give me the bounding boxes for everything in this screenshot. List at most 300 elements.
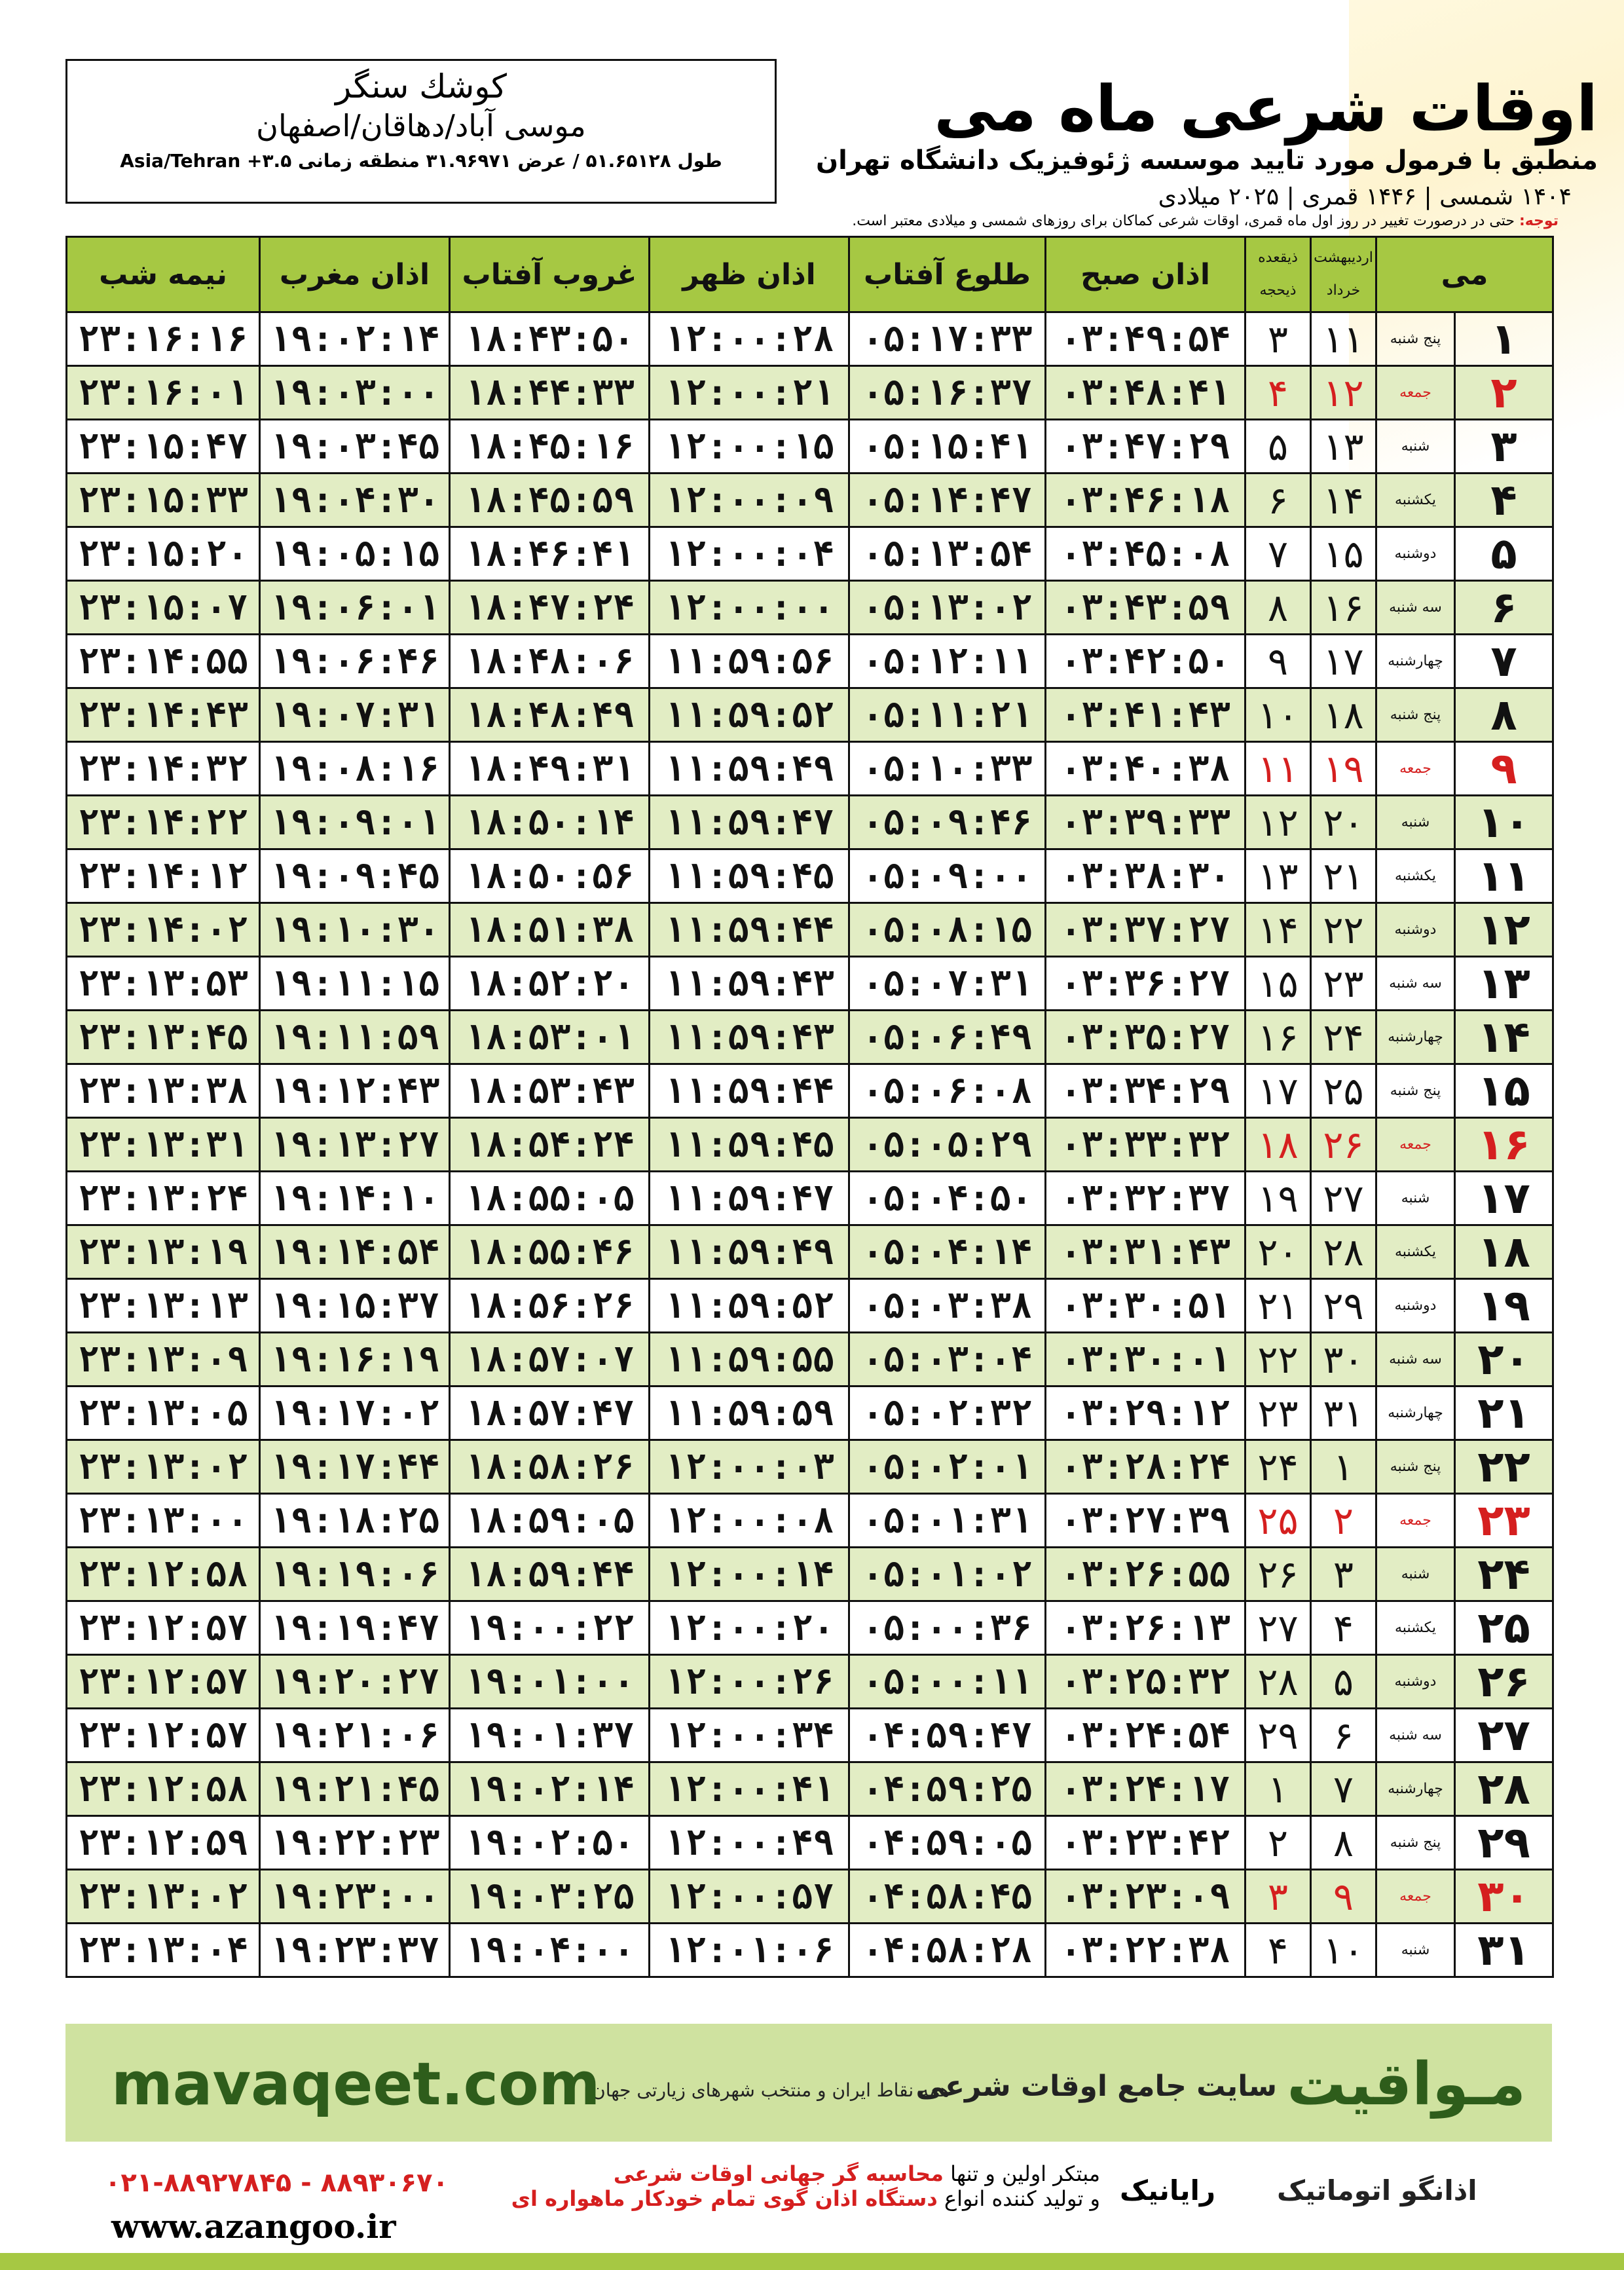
cell-sunset: ۱۹:۰۴:۰۰ [450, 1924, 650, 1977]
cell-dhuhr: ۱۱:۵۹:۴۴ [650, 1064, 849, 1118]
cell-sh: ۲۹ [1311, 1279, 1376, 1333]
cell-d: ۱۶ [1455, 1118, 1553, 1172]
cell-d: ۲۱ [1455, 1386, 1553, 1440]
table-row [67, 474, 1553, 527]
cell-midnight: ۲۳:۱۲:۵۸ [67, 1548, 260, 1601]
cell-midnight: ۲۳:۱۵:۴۷ [67, 420, 260, 474]
cell-wd: چهارشنبه [1376, 1386, 1455, 1440]
cell-maghrib: ۱۹:۰۳:۴۵ [260, 420, 450, 474]
cell-sh: ۱۹ [1311, 742, 1376, 796]
cell-sunrise: ۰۵:۱۳:۵۴ [849, 527, 1046, 581]
cell-maghrib: ۱۹:۲۳:۰۰ [260, 1870, 450, 1924]
cell-sunrise: ۰۵:۰۷:۳۱ [849, 957, 1046, 1011]
cell-dhuhr: ۱۲:۰۰:۰۳ [650, 1440, 849, 1494]
cell-fajr: ۰۳:۲۴:۱۷ [1046, 1762, 1246, 1816]
cell-maghrib: ۱۹:۱۴:۱۰ [260, 1172, 450, 1225]
cell-midnight: ۲۳:۱۴:۵۵ [67, 635, 260, 688]
bottom-bar [0, 2253, 1624, 2270]
cell-fajr: ۰۳:۳۳:۳۲ [1046, 1118, 1246, 1172]
cell-qm: ۴ [1246, 366, 1311, 420]
cell-fajr: ۰۳:۳۰:۰۱ [1046, 1333, 1246, 1386]
cell-sunrise: ۰۵:۰۳:۳۸ [849, 1279, 1046, 1333]
cell-sunset: ۱۹:۰۲:۱۴ [450, 1762, 650, 1816]
cell-d: ۱۹ [1455, 1279, 1553, 1333]
cell-qm: ۳ [1246, 1870, 1311, 1924]
cell-wd: سه شنبه [1376, 581, 1455, 635]
location-box [65, 59, 777, 204]
cell-sunset: ۱۸:۵۹:۰۵ [450, 1494, 650, 1548]
table-header [67, 237, 1553, 312]
cell-sh: ۸ [1311, 1816, 1376, 1870]
cell-sunrise: ۰۵:۰۲:۰۱ [849, 1440, 1046, 1494]
col-midnight: نیمه شب [67, 237, 260, 312]
cell-wd: سه شنبه [1376, 957, 1455, 1011]
table-row [67, 1386, 1553, 1440]
cell-maghrib: ۱۹:۰۶:۰۱ [260, 581, 450, 635]
cell-wd: پنج شنبه [1376, 1064, 1455, 1118]
cell-sh: ۹ [1311, 1870, 1376, 1924]
cell-wd: پنج شنبه [1376, 1440, 1455, 1494]
banner-subtext: همه نقاط ایران و منتخب شهرهای زیارتی جهان [592, 2079, 950, 2101]
cell-maghrib: ۱۹:۲۲:۲۳ [260, 1816, 450, 1870]
cell-maghrib: ۱۹:۱۸:۲۵ [260, 1494, 450, 1548]
cell-sh: ۱۷ [1311, 635, 1376, 688]
cell-wd: سه شنبه [1376, 1709, 1455, 1762]
cell-sunset: ۱۸:۴۴:۳۳ [450, 366, 650, 420]
cell-sh: ۱۰ [1311, 1924, 1376, 1977]
col-dhuhr: اذان ظهر [650, 237, 849, 312]
cell-sh: ۱۳ [1311, 420, 1376, 474]
cell-wd: چهارشنبه [1376, 1011, 1455, 1064]
cell-maghrib: ۱۹:۱۶:۱۹ [260, 1333, 450, 1386]
page-subtitle: منطبق با فرمول مورد تایید موسسه ژئوفیزیک دانشگاه تهران [815, 145, 1598, 176]
cell-fajr: ۰۳:۴۹:۵۴ [1046, 312, 1246, 366]
table-row [67, 1333, 1553, 1386]
cell-sunset: ۱۸:۵۵:۴۶ [450, 1225, 650, 1279]
cell-midnight: ۲۳:۱۳:۱۳ [67, 1279, 260, 1333]
cell-midnight: ۲۳:۱۵:۰۷ [67, 581, 260, 635]
cell-fajr: ۰۳:۲۸:۲۴ [1046, 1440, 1246, 1494]
cell-sunset: ۱۹:۰۱:۳۷ [450, 1709, 650, 1762]
table-row [67, 1172, 1553, 1225]
cell-midnight: ۲۳:۱۴:۴۳ [67, 688, 260, 742]
promo-text: مبتکر اولین و تنها محاسبه گر جهانی اوقات شرعی و تولید کننده انواع دستگاه اذان گوی تمام خودکار ماهواره ای [511, 2161, 1100, 2211]
cell-fajr: ۰۳:۴۱:۴۳ [1046, 688, 1246, 742]
note [26, 213, 1559, 229]
cell-dhuhr: ۱۱:۵۹:۴۹ [650, 742, 849, 796]
col-sunrise: طلوع آفتاب [849, 237, 1046, 312]
cell-qm: ۲۰ [1246, 1225, 1311, 1279]
cell-qm: ۷ [1246, 527, 1311, 581]
cell-sunrise: ۰۵:۰۰:۱۱ [849, 1655, 1046, 1709]
cell-sunrise: ۰۵:۰۳:۰۴ [849, 1333, 1046, 1386]
cell-sunset: ۱۸:۴۶:۴۱ [450, 527, 650, 581]
cell-qm: ۱ [1246, 1762, 1311, 1816]
col-sunset: غروب آفتاب [450, 237, 650, 312]
cell-qm: ۱۲ [1246, 796, 1311, 849]
cell-sh: ۲۴ [1311, 1011, 1376, 1064]
cell-maghrib: ۱۹:۰۲:۱۴ [260, 312, 450, 366]
cell-qm: ۹ [1246, 635, 1311, 688]
website-link[interactable]: mavaqeet.com [111, 2050, 600, 2119]
cell-fajr: ۰۳:۲۶:۱۳ [1046, 1601, 1246, 1655]
cell-sunset: ۱۸:۴۹:۳۱ [450, 742, 650, 796]
col-shamsi: اردیبهشت خرداد [1311, 237, 1376, 312]
cell-dhuhr: ۱۲:۰۰:۴۹ [650, 1816, 849, 1870]
cell-wd: جمعه [1376, 742, 1455, 796]
cell-fajr: ۰۳:۳۶:۲۷ [1046, 957, 1246, 1011]
cell-fajr: ۰۳:۲۴:۵۴ [1046, 1709, 1246, 1762]
cell-midnight: ۲۳:۱۲:۵۸ [67, 1762, 260, 1816]
cell-sunrise: ۰۴:۵۹:۴۷ [849, 1709, 1046, 1762]
table-row [67, 1494, 1553, 1548]
cell-sh: ۳۰ [1311, 1333, 1376, 1386]
cell-fajr: ۰۳:۴۲:۵۰ [1046, 635, 1246, 688]
cell-dhuhr: ۱۱:۵۹:۵۶ [650, 635, 849, 688]
cell-wd: جمعه [1376, 1118, 1455, 1172]
cell-sunset: ۱۸:۴۸:۴۹ [450, 688, 650, 742]
table-row [67, 312, 1553, 366]
cell-sh: ۱۶ [1311, 581, 1376, 635]
cell-sunset: ۱۸:۵۷:۰۷ [450, 1333, 650, 1386]
cell-midnight: ۲۳:۱۳:۳۱ [67, 1118, 260, 1172]
cell-dhuhr: ۱۱:۵۹:۴۹ [650, 1225, 849, 1279]
cell-d: ۱۲ [1455, 903, 1553, 957]
cell-d: ۲۳ [1455, 1494, 1553, 1548]
cell-sh: ۶ [1311, 1709, 1376, 1762]
cell-sh: ۳ [1311, 1548, 1376, 1601]
cell-dhuhr: ۱۲:۰۰:۲۶ [650, 1655, 849, 1709]
cell-fajr: ۰۳:۲۳:۰۹ [1046, 1870, 1246, 1924]
cell-d: ۱۴ [1455, 1011, 1553, 1064]
cell-sh: ۱۵ [1311, 527, 1376, 581]
cell-midnight: ۲۳:۱۳:۵۳ [67, 957, 260, 1011]
cell-sunset: ۱۸:۵۸:۲۶ [450, 1440, 650, 1494]
cell-sunrise: ۰۵:۱۳:۰۲ [849, 581, 1046, 635]
cell-dhuhr: ۱۱:۵۹:۴۵ [650, 1118, 849, 1172]
cell-sunset: ۱۹:۰۳:۲۵ [450, 1870, 650, 1924]
cell-wd: یکشنبه [1376, 474, 1455, 527]
cell-sh: ۱۱ [1311, 312, 1376, 366]
cell-sunset: ۱۸:۵۶:۲۶ [450, 1279, 650, 1333]
cell-midnight: ۲۳:۱۳:۰۲ [67, 1440, 260, 1494]
table-row [67, 849, 1553, 903]
cell-dhuhr: ۱۲:۰۰:۳۴ [650, 1709, 849, 1762]
cell-wd: دوشنبه [1376, 527, 1455, 581]
note-text: حتی در درصورت تغییر در روز اول ماه قمری، اوقات شرعی کماکان برای روزهای شمسی و میلادی معتبر است. [852, 213, 1515, 229]
cell-d: ۱۸ [1455, 1225, 1553, 1279]
cell-maghrib: ۱۹:۱۷:۴۴ [260, 1440, 450, 1494]
banner-tagline: سایت جامع اوقات شرعی [915, 2070, 1277, 2103]
table-row [67, 581, 1553, 635]
cell-d: ۸ [1455, 688, 1553, 742]
cell-wd: چهارشنبه [1376, 635, 1455, 688]
cell-maghrib: ۱۹:۰۶:۴۶ [260, 635, 450, 688]
page-title: اوقات شرعی ماه می [934, 72, 1598, 145]
cell-sunrise: ۰۵:۱۶:۳۷ [849, 366, 1046, 420]
cell-sh: ۳۱ [1311, 1386, 1376, 1440]
cell-wd: پنج شنبه [1376, 312, 1455, 366]
azangoo-link[interactable]: www.azangoo.ir [111, 2207, 396, 2246]
cell-sunrise: ۰۵:۱۵:۴۱ [849, 420, 1046, 474]
table-row [67, 1709, 1553, 1762]
cell-d: ۶ [1455, 581, 1553, 635]
cell-midnight: ۲۳:۱۳:۰۴ [67, 1924, 260, 1977]
cell-dhuhr: ۱۲:۰۰:۵۷ [650, 1870, 849, 1924]
cell-qm: ۲۹ [1246, 1709, 1311, 1762]
cell-dhuhr: ۱۲:۰۰:۴۱ [650, 1762, 849, 1816]
cell-dhuhr: ۱۱:۵۹:۴۷ [650, 796, 849, 849]
cell-sunset: ۱۹:۰۱:۰۰ [450, 1655, 650, 1709]
cell-d: ۳۱ [1455, 1924, 1553, 1977]
cell-sunrise: ۰۵:۰۹:۰۰ [849, 849, 1046, 903]
cell-maghrib: ۱۹:۱۷:۰۲ [260, 1386, 450, 1440]
table-row [67, 1279, 1553, 1333]
cell-midnight: ۲۳:۱۳:۰۵ [67, 1386, 260, 1440]
cell-dhuhr: ۱۲:۰۰:۰۴ [650, 527, 849, 581]
cell-maghrib: ۱۹:۰۹:۰۱ [260, 796, 450, 849]
cell-sunset: ۱۸:۵۷:۴۷ [450, 1386, 650, 1440]
table-body [67, 312, 1553, 1977]
cell-midnight: ۲۳:۱۳:۰۰ [67, 1494, 260, 1548]
cell-maghrib: ۱۹:۲۱:۴۵ [260, 1762, 450, 1816]
cell-fajr: ۰۳:۲۵:۳۲ [1046, 1655, 1246, 1709]
cell-midnight: ۲۳:۱۳:۲۴ [67, 1172, 260, 1225]
cell-wd: شنبه [1376, 1172, 1455, 1225]
table-row [67, 1011, 1553, 1064]
cell-qm: ۱۸ [1246, 1118, 1311, 1172]
cell-sunrise: ۰۵:۰۸:۱۵ [849, 903, 1046, 957]
cell-dhuhr: ۱۱:۵۹:۵۲ [650, 1279, 849, 1333]
cell-sunrise: ۰۵:۰۴:۱۴ [849, 1225, 1046, 1279]
cell-maghrib: ۱۹:۰۴:۳۰ [260, 474, 450, 527]
cell-fajr: ۰۳:۴۳:۵۹ [1046, 581, 1246, 635]
cell-midnight: ۲۳:۱۲:۵۹ [67, 1816, 260, 1870]
cell-dhuhr: ۱۱:۵۹:۵۹ [650, 1386, 849, 1440]
cell-qm: ۲ [1246, 1816, 1311, 1870]
cell-sunrise: ۰۴:۵۹:۲۵ [849, 1762, 1046, 1816]
cell-d: ۳ [1455, 420, 1553, 474]
cell-midnight: ۲۳:۱۶:۰۱ [67, 366, 260, 420]
cell-sunset: ۱۸:۵۳:۰۱ [450, 1011, 650, 1064]
cell-maghrib: ۱۹:۱۰:۳۰ [260, 903, 450, 957]
cell-midnight: ۲۳:۱۳:۳۸ [67, 1064, 260, 1118]
cell-qm: ۶ [1246, 474, 1311, 527]
table-row [67, 635, 1553, 688]
table-row [67, 1225, 1553, 1279]
cell-maghrib: ۱۹:۲۱:۰۶ [260, 1709, 450, 1762]
cell-d: ۹ [1455, 742, 1553, 796]
cell-sh: ۲۵ [1311, 1064, 1376, 1118]
cell-midnight: ۲۳:۱۵:۲۰ [67, 527, 260, 581]
table-row [67, 1924, 1553, 1977]
cell-wd: دوشنبه [1376, 903, 1455, 957]
cell-dhuhr: ۱۲:۰۰:۱۵ [650, 420, 849, 474]
cell-wd: یکشنبه [1376, 849, 1455, 903]
table-row [67, 742, 1553, 796]
cell-fajr: ۰۳:۳۵:۲۷ [1046, 1011, 1246, 1064]
cell-qm: ۱۰ [1246, 688, 1311, 742]
cell-qm: ۲۷ [1246, 1601, 1311, 1655]
cell-midnight: ۲۳:۱۴:۰۲ [67, 903, 260, 957]
cell-sunset: ۱۸:۵۲:۲۰ [450, 957, 650, 1011]
cell-d: ۱۱ [1455, 849, 1553, 903]
cell-sunrise: ۰۴:۵۸:۴۵ [849, 1870, 1046, 1924]
cell-wd: جمعه [1376, 1870, 1455, 1924]
cell-qm: ۲۸ [1246, 1655, 1311, 1709]
cell-qm: ۲۶ [1246, 1548, 1311, 1601]
cell-sunrise: ۰۴:۵۹:۰۵ [849, 1816, 1046, 1870]
calendar-years: ۱۴۰۴ شمسی | ۱۴۴۶ قمری | ۲۰۲۵ میلادی [1158, 183, 1572, 210]
cell-d: ۲۲ [1455, 1440, 1553, 1494]
cell-sh: ۴ [1311, 1601, 1376, 1655]
cell-sunrise: ۰۵:۰۴:۵۰ [849, 1172, 1046, 1225]
cell-fajr: ۰۳:۲۲:۳۸ [1046, 1924, 1246, 1977]
cell-maghrib: ۱۹:۰۵:۱۵ [260, 527, 450, 581]
cell-sunset: ۱۸:۵۰:۱۴ [450, 796, 650, 849]
cell-sunrise: ۰۴:۵۸:۲۸ [849, 1924, 1046, 1977]
cell-sunrise: ۰۵:۰۱:۰۲ [849, 1548, 1046, 1601]
table-row [67, 903, 1553, 957]
cell-maghrib: ۱۹:۲۰:۲۷ [260, 1655, 450, 1709]
cell-qm: ۱۳ [1246, 849, 1311, 903]
cell-sunrise: ۰۵:۱۱:۲۱ [849, 688, 1046, 742]
cell-sh: ۲ [1311, 1494, 1376, 1548]
cell-fajr: ۰۳:۲۳:۴۲ [1046, 1816, 1246, 1870]
cell-qm: ۲۴ [1246, 1440, 1311, 1494]
location-coords: طول ۵۱.۶۵۱۲۸ / عرض ۳۱.۹۶۹۷۱ منطقه زمانی ۳.۵+ Asia/Tehran [120, 150, 722, 172]
cell-wd: پنج شنبه [1376, 1816, 1455, 1870]
cell-sh: ۲۲ [1311, 903, 1376, 957]
cell-sunset: ۱۸:۴۷:۲۴ [450, 581, 650, 635]
cell-maghrib: ۱۹:۱۹:۴۷ [260, 1601, 450, 1655]
cell-qm: ۱۶ [1246, 1011, 1311, 1064]
cell-sunrise: ۰۵:۱۰:۳۳ [849, 742, 1046, 796]
cell-qm: ۲۱ [1246, 1279, 1311, 1333]
table-row [67, 1440, 1553, 1494]
cell-d: ۱۳ [1455, 957, 1553, 1011]
cell-sh: ۲۰ [1311, 796, 1376, 849]
cell-d: ۲ [1455, 366, 1553, 420]
cell-dhuhr: ۱۲:۰۰:۲۸ [650, 312, 849, 366]
cell-fajr: ۰۳:۲۹:۱۲ [1046, 1386, 1246, 1440]
cell-d: ۲۸ [1455, 1762, 1553, 1816]
cell-qm: ۴ [1246, 1924, 1311, 1977]
cell-midnight: ۲۳:۱۳:۰۹ [67, 1333, 260, 1386]
col-month: می [1376, 237, 1553, 312]
cell-sh: ۷ [1311, 1762, 1376, 1816]
col-maghrib: اذان مغرب [260, 237, 450, 312]
cell-dhuhr: ۱۲:۰۱:۰۶ [650, 1924, 849, 1977]
header [65, 59, 1598, 229]
cell-sunset: ۱۸:۴۵:۱۶ [450, 420, 650, 474]
cell-maghrib: ۱۹:۰۸:۱۶ [260, 742, 450, 796]
cell-sh: ۲۱ [1311, 849, 1376, 903]
phone-numbers: ۰۲۱-۸۸۹۲۷۸۴۵ - ۸۸۹۳۰۶۷۰ [105, 2168, 449, 2198]
cell-midnight: ۲۳:۱۶:۱۶ [67, 312, 260, 366]
cell-wd: شنبه [1376, 1548, 1455, 1601]
cell-fajr: ۰۳:۴۰:۳۸ [1046, 742, 1246, 796]
cell-wd: شنبه [1376, 420, 1455, 474]
cell-maghrib: ۱۹:۱۵:۳۷ [260, 1279, 450, 1333]
cell-maghrib: ۱۹:۲۳:۳۷ [260, 1924, 450, 1977]
cell-wd: دوشنبه [1376, 1655, 1455, 1709]
cell-sunrise: ۰۵:۰۶:۴۹ [849, 1011, 1046, 1064]
cell-dhuhr: ۱۲:۰۰:۲۱ [650, 366, 849, 420]
cell-sunset: ۱۹:۰۲:۵۰ [450, 1816, 650, 1870]
cell-qm: ۱۹ [1246, 1172, 1311, 1225]
cell-midnight: ۲۳:۱۴:۳۲ [67, 742, 260, 796]
cell-fajr: ۰۳:۴۵:۰۸ [1046, 527, 1246, 581]
cell-sunset: ۱۸:۵۵:۰۵ [450, 1172, 650, 1225]
cell-qm: ۱۱ [1246, 742, 1311, 796]
cell-qm: ۱۷ [1246, 1064, 1311, 1118]
cell-sunrise: ۰۵:۰۱:۳۱ [849, 1494, 1046, 1548]
cell-dhuhr: ۱۱:۵۹:۴۴ [650, 903, 849, 957]
cell-midnight: ۲۳:۱۴:۲۲ [67, 796, 260, 849]
cell-sunset: ۱۸:۵۴:۲۴ [450, 1118, 650, 1172]
cell-sunrise: ۰۵:۰۰:۳۶ [849, 1601, 1046, 1655]
table-row [67, 1601, 1553, 1655]
cell-maghrib: ۱۹:۱۹:۰۶ [260, 1548, 450, 1601]
cell-sunset: ۱۸:۵۹:۴۴ [450, 1548, 650, 1601]
cell-sunrise: ۰۵:۰۲:۳۲ [849, 1386, 1046, 1440]
cell-fajr: ۰۳:۳۰:۵۱ [1046, 1279, 1246, 1333]
cell-sunset: ۱۸:۵۱:۳۸ [450, 903, 650, 957]
cell-wd: شنبه [1376, 796, 1455, 849]
cell-midnight: ۲۳:۱۴:۱۲ [67, 849, 260, 903]
cell-d: ۲۰ [1455, 1333, 1553, 1386]
cell-maghrib: ۱۹:۱۲:۴۳ [260, 1064, 450, 1118]
cell-wd: جمعه [1376, 366, 1455, 420]
cell-fajr: ۰۳:۴۸:۴۱ [1046, 366, 1246, 420]
cell-fajr: ۰۳:۳۸:۳۰ [1046, 849, 1246, 903]
cell-d: ۱ [1455, 312, 1553, 366]
cell-maghrib: ۱۹:۱۱:۵۹ [260, 1011, 450, 1064]
col-fajr: اذان صبح [1046, 237, 1246, 312]
cell-wd: سه شنبه [1376, 1333, 1455, 1386]
cell-d: ۱۰ [1455, 796, 1553, 849]
cell-sh: ۲۳ [1311, 957, 1376, 1011]
cell-sh: ۱۲ [1311, 366, 1376, 420]
cell-sunrise: ۰۵:۱۲:۱۱ [849, 635, 1046, 688]
cell-wd: شنبه [1376, 1924, 1455, 1977]
cell-d: ۱۵ [1455, 1064, 1553, 1118]
cell-dhuhr: ۱۱:۵۹:۴۳ [650, 1011, 849, 1064]
cell-d: ۲۵ [1455, 1601, 1553, 1655]
cell-fajr: ۰۳:۴۷:۲۹ [1046, 420, 1246, 474]
cell-dhuhr: ۱۱:۵۹:۵۲ [650, 688, 849, 742]
cell-qm: ۵ [1246, 420, 1311, 474]
cell-d: ۲۴ [1455, 1548, 1553, 1601]
table-row [67, 1064, 1553, 1118]
brand-logo: مـواقیت [1287, 2050, 1526, 2119]
cell-dhuhr: ۱۲:۰۰:۰۹ [650, 474, 849, 527]
cell-d: ۵ [1455, 527, 1553, 581]
mavaqeet-banner [65, 2024, 1552, 2142]
cell-midnight: ۲۳:۱۲:۵۷ [67, 1709, 260, 1762]
cell-fajr: ۰۳:۳۷:۲۷ [1046, 903, 1246, 957]
cell-midnight: ۲۳:۱۳:۴۵ [67, 1011, 260, 1064]
cell-midnight: ۲۳:۱۳:۱۹ [67, 1225, 260, 1279]
rayanik-logo: رایانیک [1120, 2174, 1216, 2206]
cell-wd: یکشنبه [1376, 1601, 1455, 1655]
cell-fajr: ۰۳:۴۶:۱۸ [1046, 474, 1246, 527]
table-row [67, 1655, 1553, 1709]
table-row [67, 1870, 1553, 1924]
footer [65, 2161, 1552, 2253]
cell-dhuhr: ۱۱:۵۹:۴۷ [650, 1172, 849, 1225]
